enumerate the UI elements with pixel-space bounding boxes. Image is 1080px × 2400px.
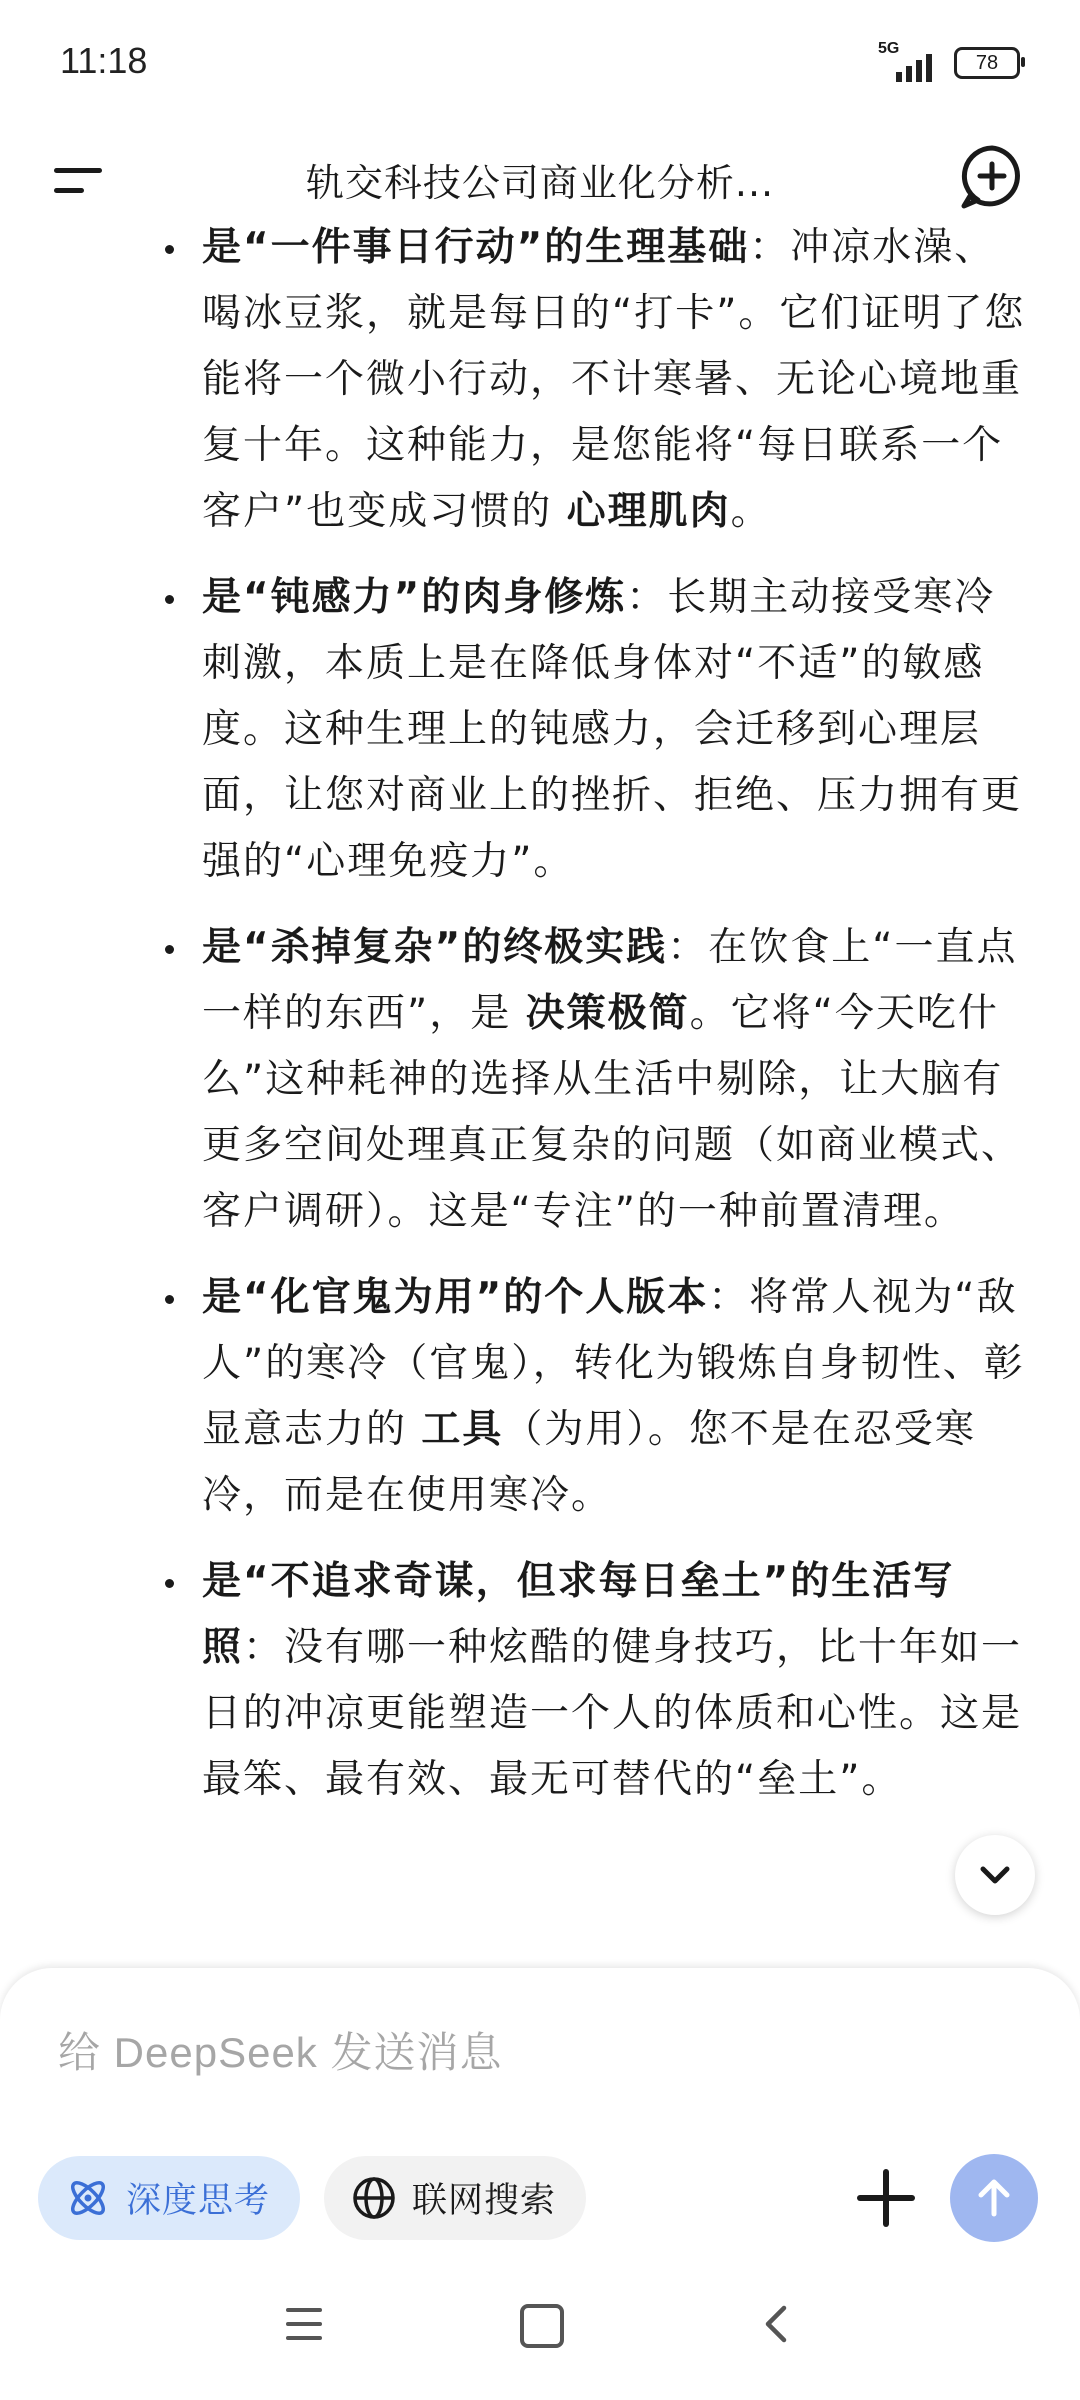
globe-icon [350, 2174, 398, 2222]
list-item [0, 1549, 1080, 1813]
battery-icon [954, 47, 1020, 79]
chat-title: 轨交科技公司商业化分析... [305, 161, 775, 205]
attach-button[interactable] [852, 2164, 920, 2232]
item-heading: 是“钝感力”的肉身修炼 [202, 575, 627, 620]
bullet-dot [165, 945, 174, 954]
bullet-dot [165, 1579, 174, 1588]
item-emphasis: 心理肌肉 [566, 489, 731, 534]
item-heading: 是“杀掉复杂”的终极实践 [202, 925, 668, 970]
recents-icon[interactable] [284, 2304, 324, 2344]
deep-think-label: 深度思考 [126, 2181, 271, 2221]
plus-icon [852, 2164, 920, 2232]
item-text-end: 。 [730, 489, 772, 534]
signal-icon [878, 40, 940, 82]
item-text: ：长期主动接受寒冷刺激，本质上是在降低身体对“不适”的敏感度。这种生理上的钝感力，会迁移到心理层面，让您对商业上的挫折、拒绝、压力拥有更强的“心理免疫力”。 [202, 575, 1023, 884]
web-search-label: 联网搜索 [412, 2181, 557, 2221]
item-text: ：冲凉水澡、喝冰豆浆，就是每日的“打卡”。它们证明了您能将一个微小行动，不计寒暑、无论心境地重复十年。这种能力，是您能将“每日联系一个客户”也变成习惯的 [202, 225, 1026, 534]
send-button[interactable] [950, 2154, 1038, 2242]
list-item [0, 565, 1080, 895]
menu-icon[interactable] [50, 152, 106, 208]
item-heading: 是“化官鬼为用”的个人版本 [202, 1275, 709, 1320]
item-text: ：在饮食上“一直点一样的东西”，是 [202, 925, 1018, 1036]
bullet-dot [165, 595, 174, 604]
item-text-end: （为用）。您不是在忍受寒冷，而是在使用寒冷。 [202, 1407, 976, 1518]
web-search-button[interactable] [324, 2156, 586, 2240]
back-icon[interactable] [756, 2302, 796, 2346]
new-chat-icon[interactable] [956, 140, 1028, 212]
chevron-down-icon [975, 1855, 1015, 1895]
status-time: 11:18 [60, 40, 148, 81]
bullet-list [0, 215, 1080, 1813]
item-text: ：没有哪一种炫酷的健身技巧，比十年如一日的冲凉更能塑造一个人的体质和心性。这是最笨、最有效、最无可替代的“垒土”。 [202, 1625, 1023, 1802]
item-emphasis: 决策极简 [525, 991, 690, 1036]
arrow-up-icon [970, 2174, 1018, 2222]
bullet-dot [165, 1295, 174, 1304]
item-heading: 是“一件事日行动”的生理基础 [202, 225, 750, 270]
item-emphasis: 工具 [421, 1407, 504, 1452]
scroll-down-button[interactable] [955, 1835, 1035, 1915]
status-indicators [878, 40, 1020, 82]
item-text: ：将常人视为“敌人”的寒冷（官鬼），转化为锻炼自身韧性、彰显意志力的 [202, 1275, 1025, 1452]
item-text-end: 。它将“今天吃什么”这种耗神的选择从生活中剔除，让大脑有更多空间处理真正复杂的问题（如商业模式、客户调研）。这是“专注”的一种前置清理。 [202, 991, 1023, 1234]
deep-think-button[interactable] [38, 2156, 300, 2240]
network-type: 5G [878, 40, 900, 57]
list-item [0, 1265, 1080, 1529]
bullet-dot [165, 245, 174, 254]
battery-level: 78 [975, 51, 999, 74]
list-item [0, 215, 1080, 545]
item-heading: 是“不追求奇谋，但求每日垒土”的生活写照 [202, 1559, 955, 1670]
status-bar [0, 0, 1080, 130]
atom-icon [64, 2174, 112, 2222]
message-input[interactable]: 给 DeepSeek 发送消息 [58, 2029, 503, 2076]
home-icon[interactable] [520, 2304, 564, 2348]
system-nav-bar [0, 2280, 1080, 2380]
list-item [0, 915, 1080, 1245]
message-content [0, 215, 1080, 1985]
